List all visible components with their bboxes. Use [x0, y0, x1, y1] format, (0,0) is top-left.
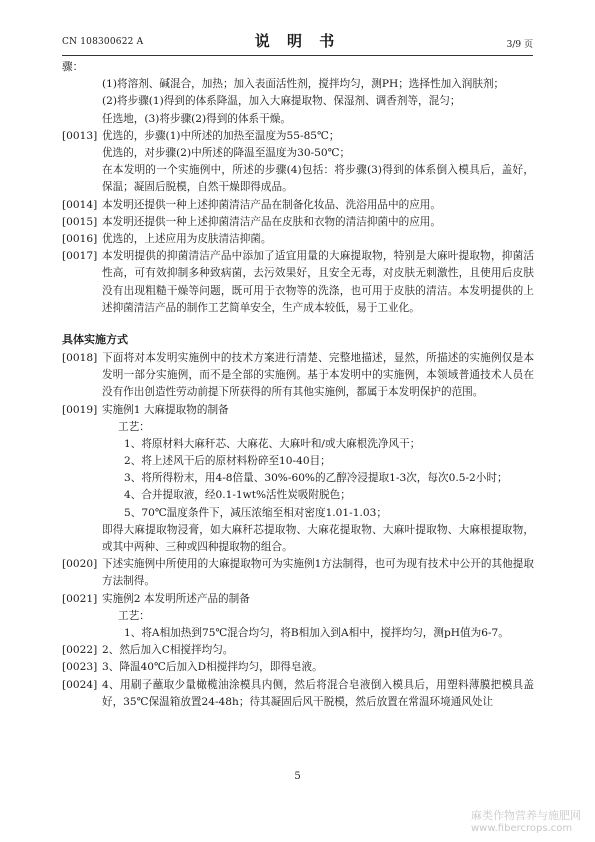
paragraph-text: 优选的，对步骤(2)中所述的降温至温度为30-50℃； — [102, 146, 351, 159]
page-number: 5 — [294, 771, 301, 782]
document-title: 说 明 书 — [254, 32, 341, 50]
step-line: (2)将步骤(1)得到的体系降温，加入大麻提取物、保湿剂、调香剂等，混匀； — [102, 95, 461, 108]
paragraph-tag: [0022] — [62, 644, 98, 657]
paragraph-text: 本发明提供的抑菌清洁产品中添加了适宜用量的大麻提取物，特别是大麻叶提取物，抑菌活性高，可有效抑制多种致病菌，去污效果好，且安全无毒，对皮肤无刺激性，且使用后皮肤没有出现粗糙干燥等问题，既可用于衣物等的洗涤，也可用于皮肤的清洁。本发明提供的上述抑菌清洁产品的制作工艺简单安全，生产成本较低，易于工业化。 — [102, 250, 534, 314]
paragraph-tag: [0021] — [62, 592, 98, 605]
step-line: 任选地，(3)将步骤(2)得到的体系干燥。 — [102, 112, 291, 125]
process-step: 2、然后加入C相搅拌均匀。 — [102, 644, 234, 657]
paragraph-tag: [0016] — [62, 232, 98, 245]
paragraph-tag: [0023] — [62, 661, 98, 674]
paragraph-0018 — [62, 350, 534, 402]
paragraph-0020 — [62, 556, 534, 590]
paragraph-text: 下面将对本发明实施例中的技术方案进行清楚、完整地描述，显然，所描述的实施例仅是本发明一部分实施例，而不是全部的实施例。基于本发明中的实施例，本领域普通技术人员在没有作出创造性劳动前提下所获得的所有其他实施例，都属于本发明保护的范围。 — [102, 351, 534, 399]
paragraph-tag: [0024] — [62, 678, 98, 691]
paragraph-text: 优选的，步骤(1)中所述的加热至温度为55-85℃； — [102, 129, 340, 142]
paragraph-text: 本发明还提供一种上述抑菌清洁产品在皮肤和衣物的清洁抑菌中的应用。 — [102, 215, 441, 228]
process-step: 4、用刷子蘸取少量橄榄油涂模具内侧，然后将混合皂液倒入模具后，用塑料薄膜把模具盖好，35℃保温箱放置24-48h；待其凝固后风干脱模，然后放置在常温环境通风处让 — [102, 678, 534, 708]
section-heading: 具体实施方式 — [62, 332, 128, 346]
process-step: 1、将A相加热到75℃混合均匀，将B相加入到A相中，搅拌均匀，测pH值为6-7。 — [124, 627, 509, 640]
paragraph-0016 — [62, 231, 534, 248]
paragraph-text: 即得大麻提取物浸膏，如大麻秆芯提取物、大麻花提取物、大麻叶提取物、大麻根提取物，或其中两种、三种或四种提取物的组合。 — [102, 523, 534, 554]
text-line: 骤： — [62, 61, 84, 73]
process-label: 工艺： — [118, 420, 150, 433]
process-step: 3、降温40℃后加入D相搅拌均匀，即得皂液。 — [102, 661, 323, 674]
paragraph-0014 — [62, 197, 534, 214]
paragraph-tag: [0014] — [62, 198, 98, 211]
paragraph-text: 优选的，上述应用为皮肤清洁抑菌。 — [102, 232, 272, 245]
watermark-url: www.fibercrops.com — [471, 823, 573, 834]
example-title: 实施例2 本发明所述产品的制备 — [102, 592, 250, 605]
step-line: (1)将溶剂、碱混合，加热；加入表面活性剂，搅拌均匀，测PH；选择性加入润肤剂； — [102, 78, 505, 91]
header-rule — [62, 55, 533, 56]
patent-number: CN 108300622 A — [62, 37, 144, 47]
paragraph-tag: [0020] — [62, 558, 98, 571]
paragraph-text: 本发明还提供一种上述抑菌清洁产品在制备化妆品、洗浴用品中的应用。 — [102, 198, 441, 211]
process-label: 工艺： — [118, 609, 150, 622]
process-step: 4、合并提取液，经0.1-1wt%活性炭吸附脱色； — [124, 489, 351, 502]
watermark-title: 麻类作物营养与施肥网 — [471, 809, 581, 822]
paragraph-0017 — [62, 248, 534, 317]
process-step: 3、将所得粉末，用4-8倍量、30%-60%的乙醇冷浸提取1-3次，每次0.5-2小时； — [124, 472, 508, 485]
paragraph-0015 — [62, 214, 534, 231]
paragraph-tag: [0019] — [62, 403, 98, 416]
paragraph-tag: [0013] — [62, 129, 98, 142]
paragraph-0013 — [62, 128, 534, 145]
site-watermark — [471, 809, 581, 835]
paragraph-0023 — [62, 659, 534, 676]
paragraph-0021 — [62, 591, 534, 608]
document-body — [62, 59, 534, 711]
paragraph-text: 下述实施例中所使用的大麻提取物可为实施例1方法制得，也可为现有技术中公开的其他提取方法制得。 — [102, 558, 534, 588]
paragraph-tag: [0015] — [62, 215, 98, 228]
page-header — [62, 30, 533, 50]
paragraph-0019 — [62, 402, 534, 419]
example-title: 实施例1 大麻提取物的制备 — [102, 403, 229, 416]
paragraph-0024 — [62, 677, 534, 711]
page-count: 3/9 页 — [506, 40, 533, 50]
paragraph-tag: [0017] — [62, 250, 98, 263]
process-step: 5、70℃温度条件下，减压浓缩至相对密度1.01-1.03； — [124, 506, 387, 519]
process-step: 2、将上述风干后的原材料粉碎至10-40目； — [124, 455, 331, 468]
process-step: 1、将原材料大麻秆芯、大麻花、大麻叶和/或大麻根洗净风干； — [124, 437, 421, 450]
paragraph-tag: [0018] — [62, 351, 98, 364]
paragraph-text: 在本发明的一个实施例中，所述的步骤(4)包括：将步骤(3)得到的体系倒入模具后，盖好，保温；凝固后脱模，自然干燥即得成品。 — [102, 164, 534, 194]
paragraph-0022 — [62, 642, 534, 659]
